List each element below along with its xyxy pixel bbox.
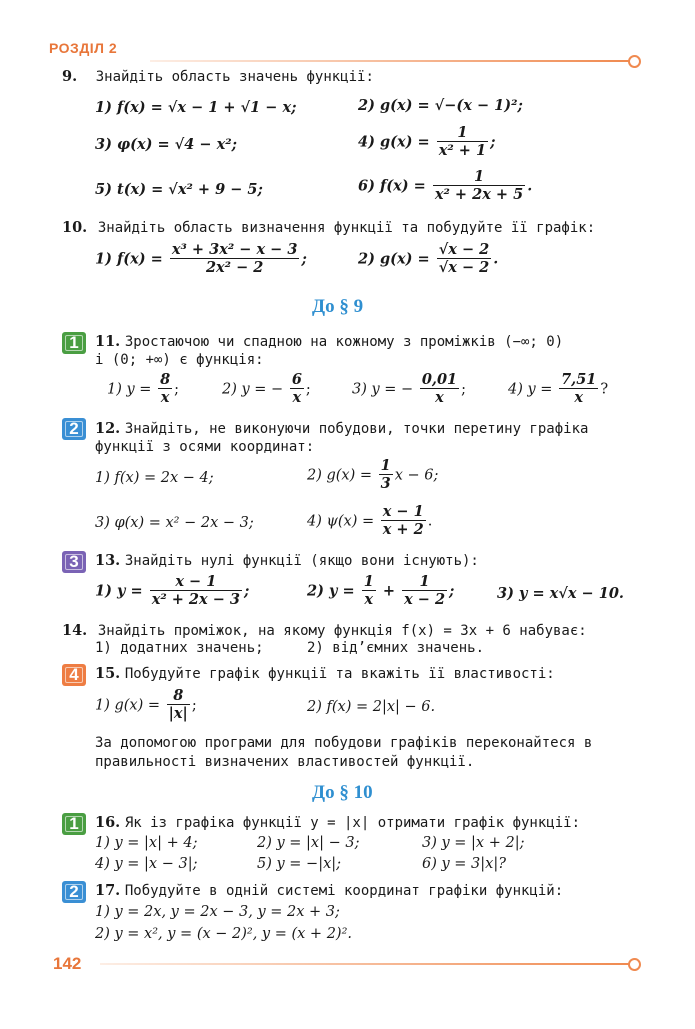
ex11-item-1: 1) y = $\frac{8}{x}$ ;: [107, 371, 180, 407]
exercise-text: Зростаючою чи спадною на кожному з проміжків (−∞; 0): [124, 334, 564, 350]
ex16-item-5: 5) y = −|x|;: [257, 856, 342, 872]
ex9-item-5: 5) t(x) = √x² + 9 − 5;: [95, 181, 263, 198]
ex11-item-4: 4) y = $\frac{7,51}{x}$ ?: [508, 371, 609, 407]
ex13-item-3: 3) y = x√x − 10.: [497, 585, 624, 602]
ex10-item-1: 1) f(x) = $\frac{\text{x³ + 3x² − x − 3}}{\text{2x² − 2}}$ ;: [95, 241, 307, 277]
exercise-number: 15.: [95, 665, 121, 682]
exercise-17: [95, 882, 563, 899]
exercise-number: 14.: [62, 622, 88, 639]
exercise-number: 9.: [62, 68, 78, 85]
exercise-number: 17.: [95, 882, 121, 899]
exercise-text: Знайдіть нулі функції (якщо вони існують):: [124, 553, 479, 569]
ex14-item-1: 1) додатних значень;: [95, 640, 264, 656]
exercise-text: Знайдіть проміжок, на якому функція f(x) = 3x + 6 набуває:: [97, 623, 587, 639]
ex17-item-1: 1) y = 2x, y = 2x − 3, y = 2x + 3;: [95, 904, 340, 920]
ex15-note-1: За допомогою програми для побудови графіків переконайтеся в: [95, 735, 593, 751]
level-2-icon: 2: [62, 881, 86, 903]
ex12-item-3: 3) φ(x) = x² − 2x − 3;: [95, 515, 254, 531]
ex9-item-3: 3) φ(x) = √4 − x²;: [95, 136, 237, 153]
exercise-16: [95, 814, 580, 831]
ex13-item-1: 1) y = $\frac{x - 1}{\text{x² + 2x − 3}}$ ;: [95, 573, 250, 609]
ex12-item-4: 4) ψ(x) = $\frac{x - 1}{x + 2}$ .: [307, 503, 433, 539]
ex12-item-2: 2) g(x) = $\frac{1}{3}$ x − 6;: [307, 457, 439, 493]
footer-rule: [100, 963, 630, 965]
exercise-text: Знайдіть область значень функції:: [95, 69, 374, 85]
ex9-item-2: 2) g(x) = √−(x − 1)²;: [358, 97, 523, 114]
ex9-item-6: 6) f(x) = $\frac{1}{\text{x² + 2x + 5}}$ .: [358, 168, 533, 204]
exercise-9: [62, 68, 374, 85]
page-number: 142: [53, 954, 82, 973]
exercise-text-cont: і (0; +∞) є функція:: [95, 352, 264, 368]
exercise-11: [95, 333, 563, 350]
exercise-number: 12.: [95, 420, 121, 437]
level-3-icon: 3: [62, 551, 86, 573]
exercise-text-cont: функції з осями координат:: [95, 439, 315, 455]
ex10-item-2: 2) g(x) = $\frac{√x - 2}{√x - 2}$ .: [358, 241, 499, 277]
ex11-item-2: 2) y = − $\frac{6}{x}$ ;: [222, 371, 311, 407]
level-1-icon: 1: [62, 813, 86, 835]
level-2-icon: 2: [62, 418, 86, 440]
exercise-text: Знайдіть, не виконуючи побудови, точки перетину графіка: [124, 421, 589, 437]
ex9-item-1: 1) f(x) = √x − 1 + √1 − x;: [95, 99, 297, 116]
ex16-item-4: 4) y = |x − 3|;: [95, 856, 198, 872]
ex16-item-2: 2) y = |x| − 3;: [257, 835, 360, 851]
ex15-item-2: 2) f(x) = 2|x| − 6.: [307, 699, 436, 715]
ex11-item-3: 3) y = − $\frac{0,01}{x}$ ;: [352, 371, 467, 407]
exercise-number: 13.: [95, 552, 121, 569]
ex17-item-2: 2) y = x², y = (x − 2)², y = (x + 2)².: [95, 926, 352, 942]
exercise-number: 11.: [95, 333, 121, 350]
exercise-text: Як із графіка функції y = |x| отримати графік функції:: [124, 815, 580, 831]
ex9-item-4: 4) g(x) = $\frac{1}{\text{x² + 1}}$ ;: [358, 124, 496, 160]
level-1-icon: 1: [62, 332, 86, 354]
exercise-text: Побудуйте графік функції та вкажіть її властивості:: [124, 666, 555, 682]
ex12-item-1: 1) f(x) = 2x − 4;: [95, 470, 214, 486]
section-heading-10: До § 10: [312, 782, 373, 803]
section-title: РОЗДІЛ 2: [49, 40, 118, 56]
exercise-13: [95, 552, 479, 569]
ex15-note-2: правильності визначених властивостей функції.: [95, 754, 475, 770]
ex16-item-1: 1) y = |x| + 4;: [95, 835, 198, 851]
exercise-number: 10.: [62, 219, 88, 236]
ex13-item-2: 2) y = $\frac{1}{x}$ + $\frac{1}{x - 2}$ ;: [307, 573, 455, 609]
exercise-15: [95, 665, 555, 682]
ex15-item-1: 1) g(x) = $\frac{8}{|x|}$ ;: [95, 687, 197, 723]
header-rule-end: [628, 55, 641, 68]
ex16-item-3: 3) y = |x + 2|;: [422, 835, 525, 851]
level-4-icon: 4: [62, 664, 86, 686]
exercise-number: 16.: [95, 814, 121, 831]
exercise-12: [95, 420, 588, 437]
header-rule: [150, 60, 630, 62]
section-heading-9: До § 9: [312, 296, 364, 317]
exercise-text: Побудуйте в одній системі координат графіки функцій:: [124, 883, 564, 899]
exercise-14: [62, 622, 587, 639]
ex14-item-2: 2) від’ємних значень.: [307, 640, 485, 656]
ex16-item-6: 6) y = 3|x|?: [422, 856, 506, 872]
footer-rule-end: [628, 958, 641, 971]
exercise-10: [62, 219, 595, 236]
exercise-text: Знайдіть область визначення функції та побудуйте її графік:: [97, 220, 596, 236]
